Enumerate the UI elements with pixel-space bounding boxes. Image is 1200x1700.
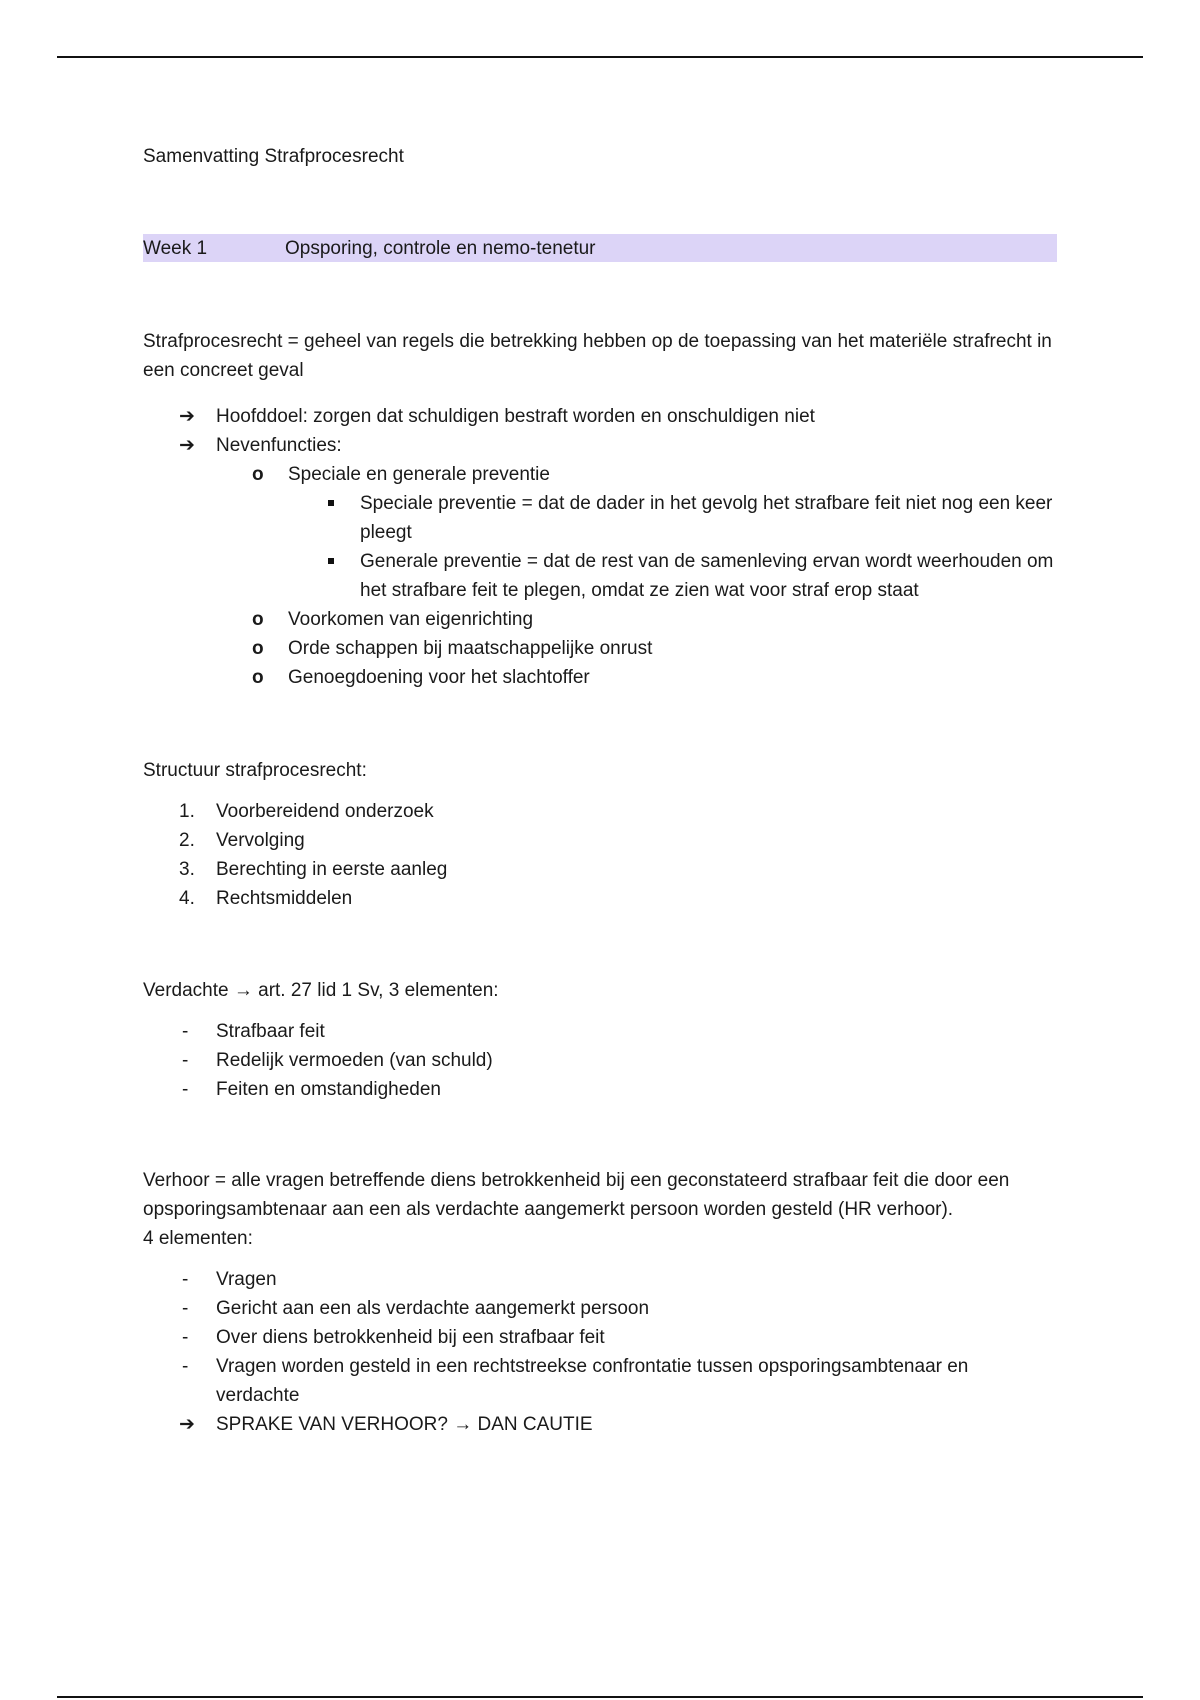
document-page (143, 142, 1057, 1439)
list-item-text: Feiten en omstandigheden (216, 1079, 441, 1100)
dash-bullet-icon: - (182, 1021, 189, 1042)
list-item-text: Speciale en generale preventie (288, 464, 550, 485)
purpose-list (143, 402, 1057, 692)
list-item-text: Berechting in eerste aanleg (216, 859, 448, 880)
verhoor-element-count: 4 elementen: (143, 1228, 253, 1249)
list-item-text: Vervolging (216, 830, 305, 851)
list-item (143, 884, 1057, 913)
square-bullet-icon (328, 558, 334, 564)
dash-bullet-icon: - (182, 1050, 189, 1071)
list-item (143, 1075, 1057, 1104)
week-label: Week 1 (143, 237, 208, 259)
list-item (143, 1323, 1057, 1352)
list-item (216, 605, 1057, 634)
list-item (143, 402, 1057, 431)
list-number: 4. (179, 888, 195, 909)
list-number: 1. (179, 801, 195, 822)
list-item (143, 1352, 1057, 1410)
arrow-icon: ➔ (179, 406, 195, 427)
list-item-text: Over diens betrokkenheid bij een strafbaar feit (216, 1327, 605, 1348)
list-item-text: Hoofddoel: zorgen dat schuldigen bestraft worden en onschuldigen niet (216, 406, 815, 427)
square-bullet-icon (328, 500, 334, 506)
verdachte-list (143, 1017, 1057, 1104)
circle-bullet-icon: o (252, 667, 264, 688)
circle-bullet-icon: o (252, 638, 264, 659)
verdachte-heading: Verdachte → art. 27 lid 1 Sv, 3 elementen: (143, 980, 499, 1001)
list-item (143, 826, 1057, 855)
arrow-icon: ➔ (179, 435, 195, 456)
dash-bullet-icon: - (182, 1356, 189, 1377)
structure-list (143, 797, 1057, 913)
verhoor-conclusion-list (143, 1410, 1057, 1439)
verhoor-list (143, 1265, 1057, 1410)
list-item (143, 1294, 1057, 1323)
list-item (143, 855, 1057, 884)
list-item-text: Voorbereidend onderzoek (216, 801, 434, 822)
list-item-text: Voorkomen van eigenrichting (288, 609, 534, 630)
list-item-text: Orde schappen bij maatschappelijke onrust (288, 638, 653, 659)
list-item-text: Nevenfuncties: (216, 435, 342, 456)
verhoor-definition: Verhoor = alle vragen betreffende diens betrokkenheid bij een geconstateerd strafbaar feit die door een opsporingsambtenaar aan een als verdachte aangemerkt persoon worden gesteld (HR verhoor). (143, 1170, 1010, 1220)
list-item-text: Generale preventie = dat de rest van de samenleving ervan wordt weerhouden om het strafbare feit te plegen, omdat ze zien wat voor straf erop staat (360, 551, 1054, 601)
list-number: 3. (179, 859, 195, 880)
list-item (288, 547, 1057, 605)
circle-bullet-icon: o (252, 609, 264, 630)
list-item (143, 1265, 1057, 1294)
list-item (143, 431, 1057, 692)
header-rule (57, 56, 1143, 58)
strafprocesrecht-definition: Strafprocesrecht = geheel van regels die betrekking hebben op de toepassing van het materiële strafrecht in een concreet geval (143, 331, 1052, 381)
list-item-text: Rechtsmiddelen (216, 888, 353, 909)
list-item-text: Gericht aan een als verdachte aangemerkt persoon (216, 1298, 650, 1319)
verhoor-conclusion: SPRAKE VAN VERHOOR? → DAN CAUTIE (216, 1414, 593, 1435)
list-item-text: Vragen worden gesteld in een rechtstreekse confrontatie tussen opsporingsambtenaar en verdachte (216, 1356, 969, 1406)
document-title: Samenvatting Strafprocesrecht (143, 146, 404, 167)
nevenfuncties-list (216, 460, 1057, 692)
dash-bullet-icon: - (182, 1327, 189, 1348)
list-item-text: Genoegdoening voor het slachtoffer (288, 667, 590, 688)
list-item (143, 1017, 1057, 1046)
circle-bullet-icon: o (252, 464, 264, 485)
structure-heading: Structuur strafprocesrecht: (143, 760, 367, 781)
list-item (216, 663, 1057, 692)
list-item (143, 1046, 1057, 1075)
list-item-text: Strafbaar feit (216, 1021, 325, 1042)
list-item-text: Redelijk vermoeden (van schuld) (216, 1050, 493, 1071)
dash-bullet-icon: - (182, 1298, 189, 1319)
week-heading (143, 234, 1057, 262)
arrow-icon: ➔ (179, 1414, 195, 1435)
week-topic: Opsporing, controle en nemo-tenetur (285, 237, 596, 259)
list-item (288, 489, 1057, 547)
footer-rule (57, 1696, 1143, 1698)
list-item (216, 634, 1057, 663)
dash-bullet-icon: - (182, 1079, 189, 1100)
list-item-text: Vragen (216, 1269, 277, 1290)
list-number: 2. (179, 830, 195, 851)
list-item (143, 797, 1057, 826)
list-item (143, 1410, 1057, 1439)
verhoor-section (143, 1166, 1057, 1253)
dash-bullet-icon: - (182, 1269, 189, 1290)
list-item (216, 460, 1057, 605)
list-item-text: Speciale preventie = dat de dader in het gevolg het strafbare feit niet nog een keer pleegt (360, 493, 1053, 543)
preventie-list (288, 489, 1057, 605)
